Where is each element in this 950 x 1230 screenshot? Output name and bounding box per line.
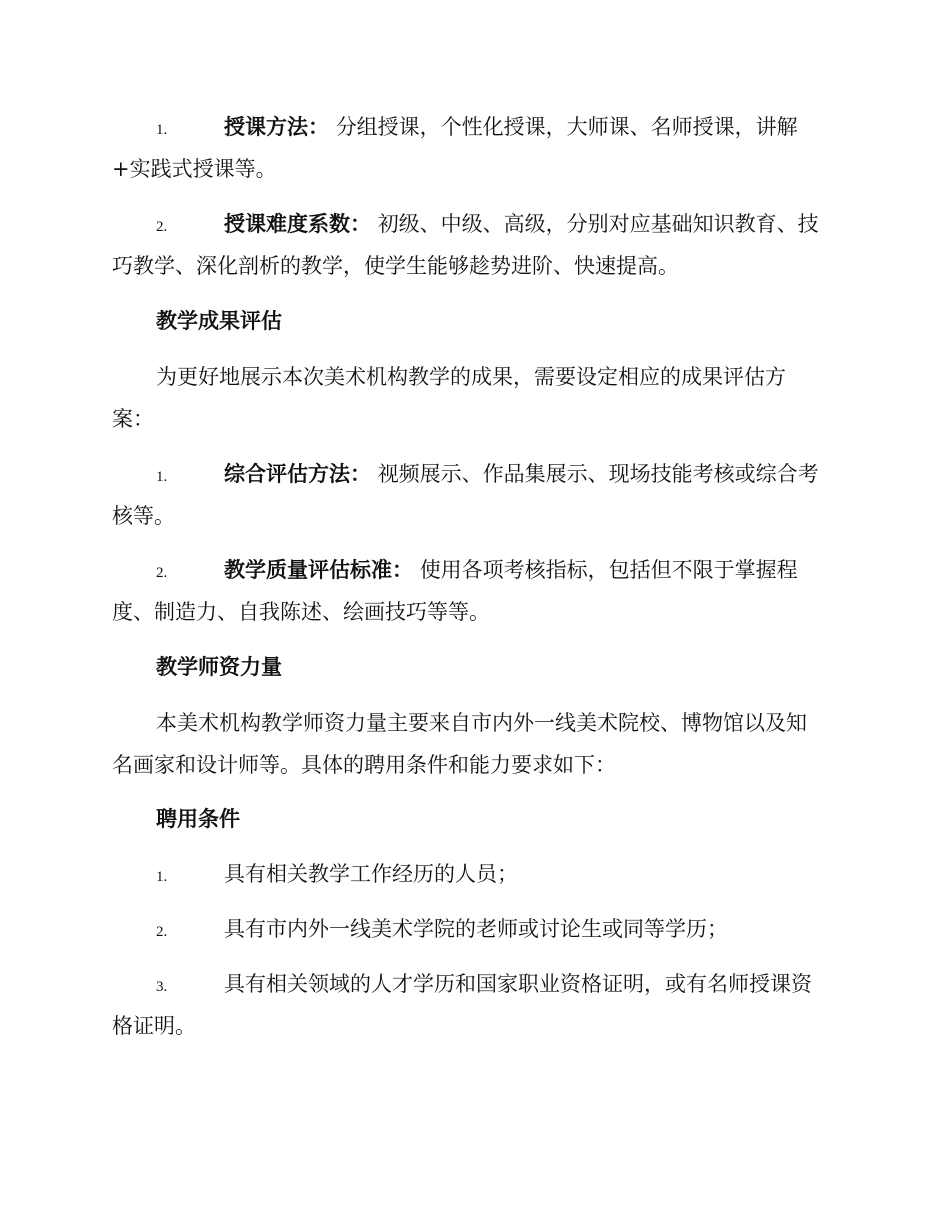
- paragraph-line: 本美术机构教学师资力量主要来自市内外一线美术院校、博物馆以及知: [156, 711, 807, 735]
- list-item-text: 初级、中级、高级，分别对应基础知识教育、技: [377, 212, 819, 236]
- list-number: 1.: [156, 469, 168, 485]
- list-item: [112, 453, 840, 537]
- list-item-label: 教学质量评估标准：: [224, 557, 413, 582]
- list-number: 1.: [156, 122, 168, 138]
- list-item-continuation: 巧教学、深化剖析的教学，使学生能够趁势进阶、快速提高。: [112, 254, 679, 278]
- list-item-text: 视频展示、作品集展示、现场技能考核或综合考: [377, 462, 819, 486]
- list-item-text: 具有市内外一线美术学院的老师或讨论生或同等学历；: [224, 917, 728, 941]
- paragraph-line: 为更好地展示本次美术机构教学的成果，需要设定相应的成果评估方: [156, 365, 786, 389]
- paragraph-evaluation-intro: [112, 356, 840, 440]
- list-number: 2.: [156, 924, 168, 940]
- list-number: 2.: [156, 219, 168, 235]
- list-number: 2.: [156, 565, 168, 581]
- list-number: 1.: [156, 869, 168, 885]
- list-item-text: 分组授课，个性化授课，大师课、名师授课，讲解: [335, 115, 798, 139]
- list-item-label: 授课难度系数：: [224, 211, 371, 236]
- section-heading-faculty: 教学师资力量: [156, 654, 282, 679]
- list-item-text: 使用各项考核指标，包括但不限于掌握程: [419, 558, 798, 582]
- list-item-continuation: +实践式授课等。: [112, 157, 277, 181]
- list-item-line: [112, 203, 840, 245]
- list-item-label: 综合评估方法：: [224, 461, 371, 486]
- paragraph-faculty-intro: [112, 702, 840, 786]
- list-item-line: [112, 549, 840, 591]
- list-item: [112, 908, 840, 950]
- list-item: [112, 106, 840, 190]
- list-item: [112, 963, 840, 1047]
- list-item-line: [112, 853, 840, 895]
- section-heading-hiring: 聘用条件: [156, 806, 240, 831]
- list-item: [112, 549, 840, 633]
- list-item-line: [112, 963, 840, 1005]
- list-item-continuation: 格证明。: [112, 1014, 196, 1038]
- list-item: [112, 853, 840, 895]
- list-item-continuation: 度、制造力、自我陈述、绘画技巧等等。: [112, 600, 490, 624]
- list-item-line: [112, 908, 840, 950]
- section-heading-evaluation: 教学成果评估: [156, 308, 282, 333]
- list-item-text: 具有相关领域的人才学历和国家职业资格证明，或有名师授课资: [224, 972, 812, 996]
- list-number: 3.: [156, 979, 168, 995]
- list-item-label: 授课方法：: [224, 114, 329, 139]
- list-item-text: 具有相关教学工作经历的人员；: [224, 862, 518, 886]
- list-item-line: [112, 106, 840, 148]
- paragraph-line: 案：: [112, 407, 154, 431]
- list-item: [112, 203, 840, 287]
- paragraph-line: 名画家和设计师等。具体的聘用条件和能力要求如下：: [112, 753, 616, 777]
- list-item-line: [112, 453, 840, 495]
- list-item-continuation: 核等。: [112, 504, 175, 528]
